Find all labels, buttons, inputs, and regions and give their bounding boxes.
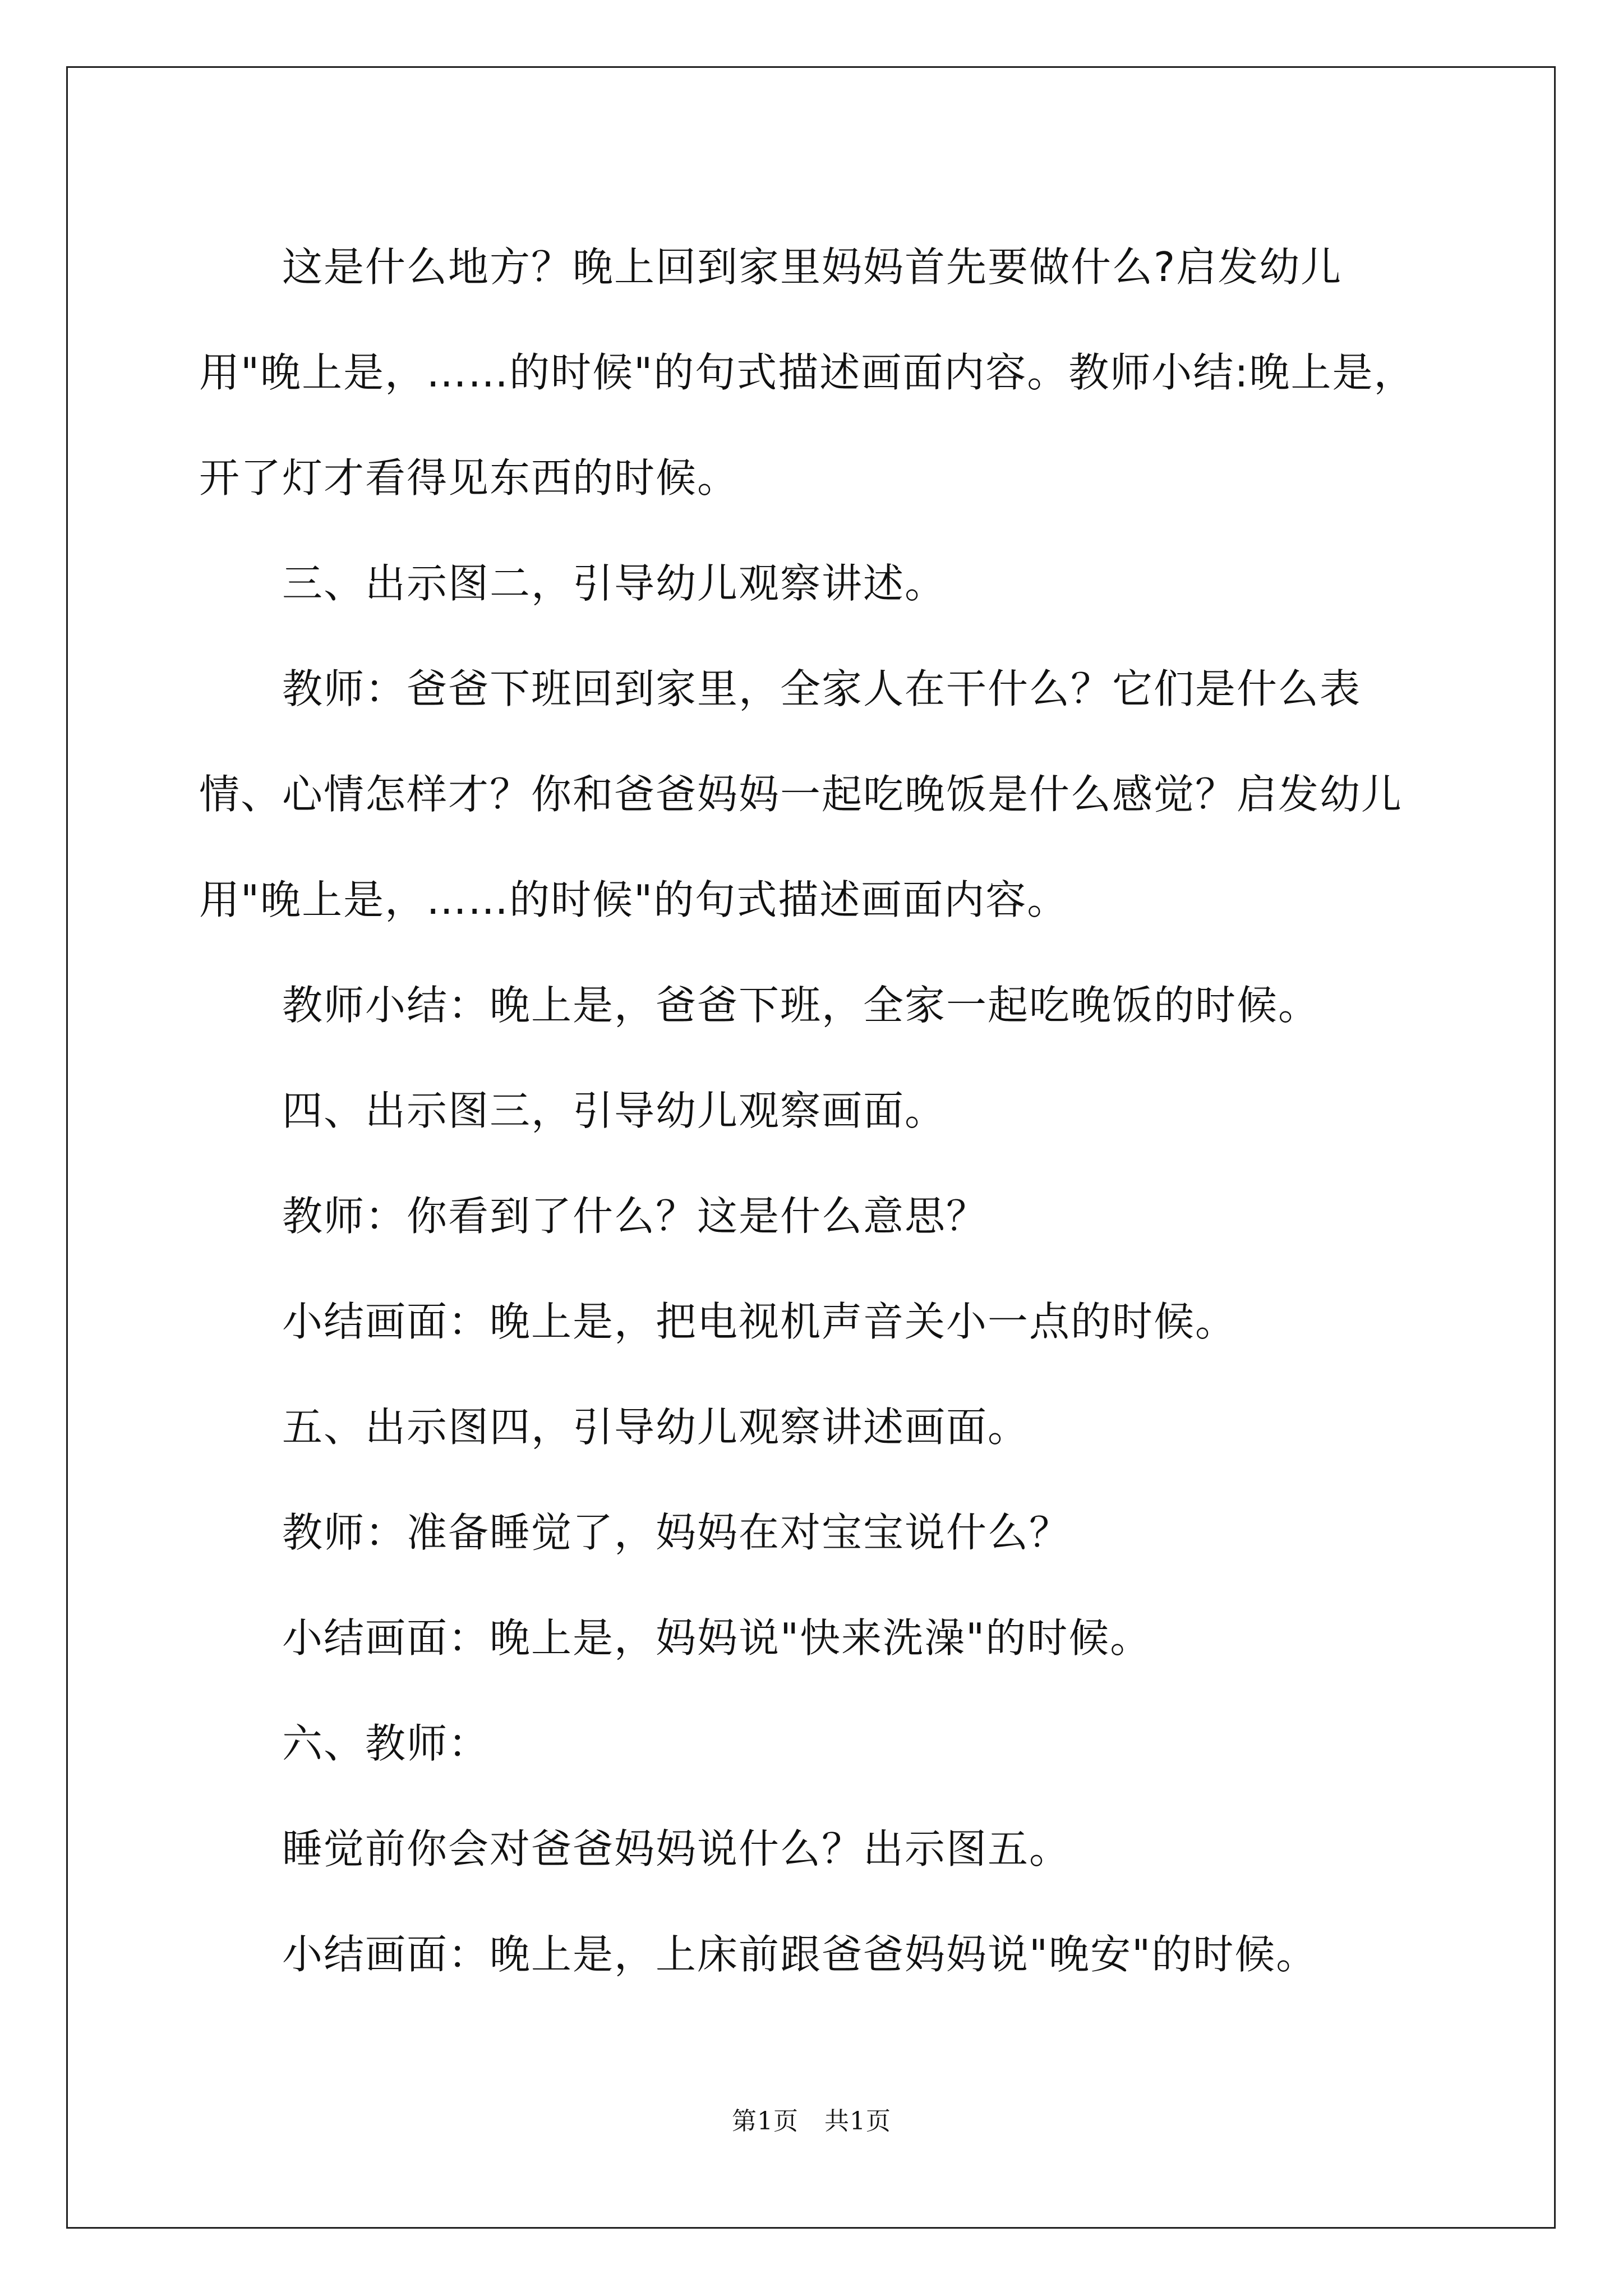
paragraph-teacher-question-five: 睡觉前你会对爸爸妈妈说什么？出示图五。	[282, 1825, 1071, 1872]
paragraph-teacher-summary-two: 教师小结：晚上是，爸爸下班，全家一起吃晚饭的时候。	[282, 982, 1320, 1029]
paragraph-step-three: 三、出示图二，引导幼儿观察讲述。	[282, 560, 947, 607]
paragraph-intro: 这是什么地方？晚上回到家里妈妈首先要做什么?启发幼儿用"晚上是，……的时候"的句式描述画面内容。教师小结:晚上是，开了灯才看得见东西的时候。	[199, 243, 1415, 501]
paragraph-teacher-question-four: 教师：准备睡觉了，妈妈在对宝宝说什么？	[282, 1509, 1071, 1556]
paragraph-teacher-question-three: 教师：你看到了什么？这是什么意思？	[282, 1193, 988, 1240]
paragraph-summary-five: 小结画面：晚上是，上床前跟爸爸妈妈说"晚安"的时候。	[282, 1931, 1318, 1978]
page-footer	[0, 2101, 1623, 2137]
paragraph-step-four: 四、出示图三，引导幼儿观察画面。	[282, 1087, 947, 1134]
paragraph-step-six: 六、教师：	[282, 1720, 490, 1767]
paragraph-summary-four: 小结画面：晚上是，妈妈说"快来洗澡"的时候。	[282, 1614, 1152, 1662]
page-number-current: 第1页	[732, 2107, 799, 2136]
paragraph-step-five: 五、出示图四，引导幼儿观察讲述画面。	[282, 1404, 1030, 1451]
page-number-total: 共1页	[824, 2107, 891, 2136]
paragraph-teacher-question-two: 教师：爸爸下班回到家里，全家人在干什么？它们是什么表情、心情怎样才？你和爸爸妈妈一起吃晚饭是什么感觉？启发幼儿用"晚上是，……的时候"的句式描述画面内容。	[199, 665, 1403, 923]
paragraph-summary-three: 小结画面：晚上是，把电视机声音关小一点的时候。	[282, 1298, 1237, 1345]
document-body	[199, 214, 1427, 2007]
